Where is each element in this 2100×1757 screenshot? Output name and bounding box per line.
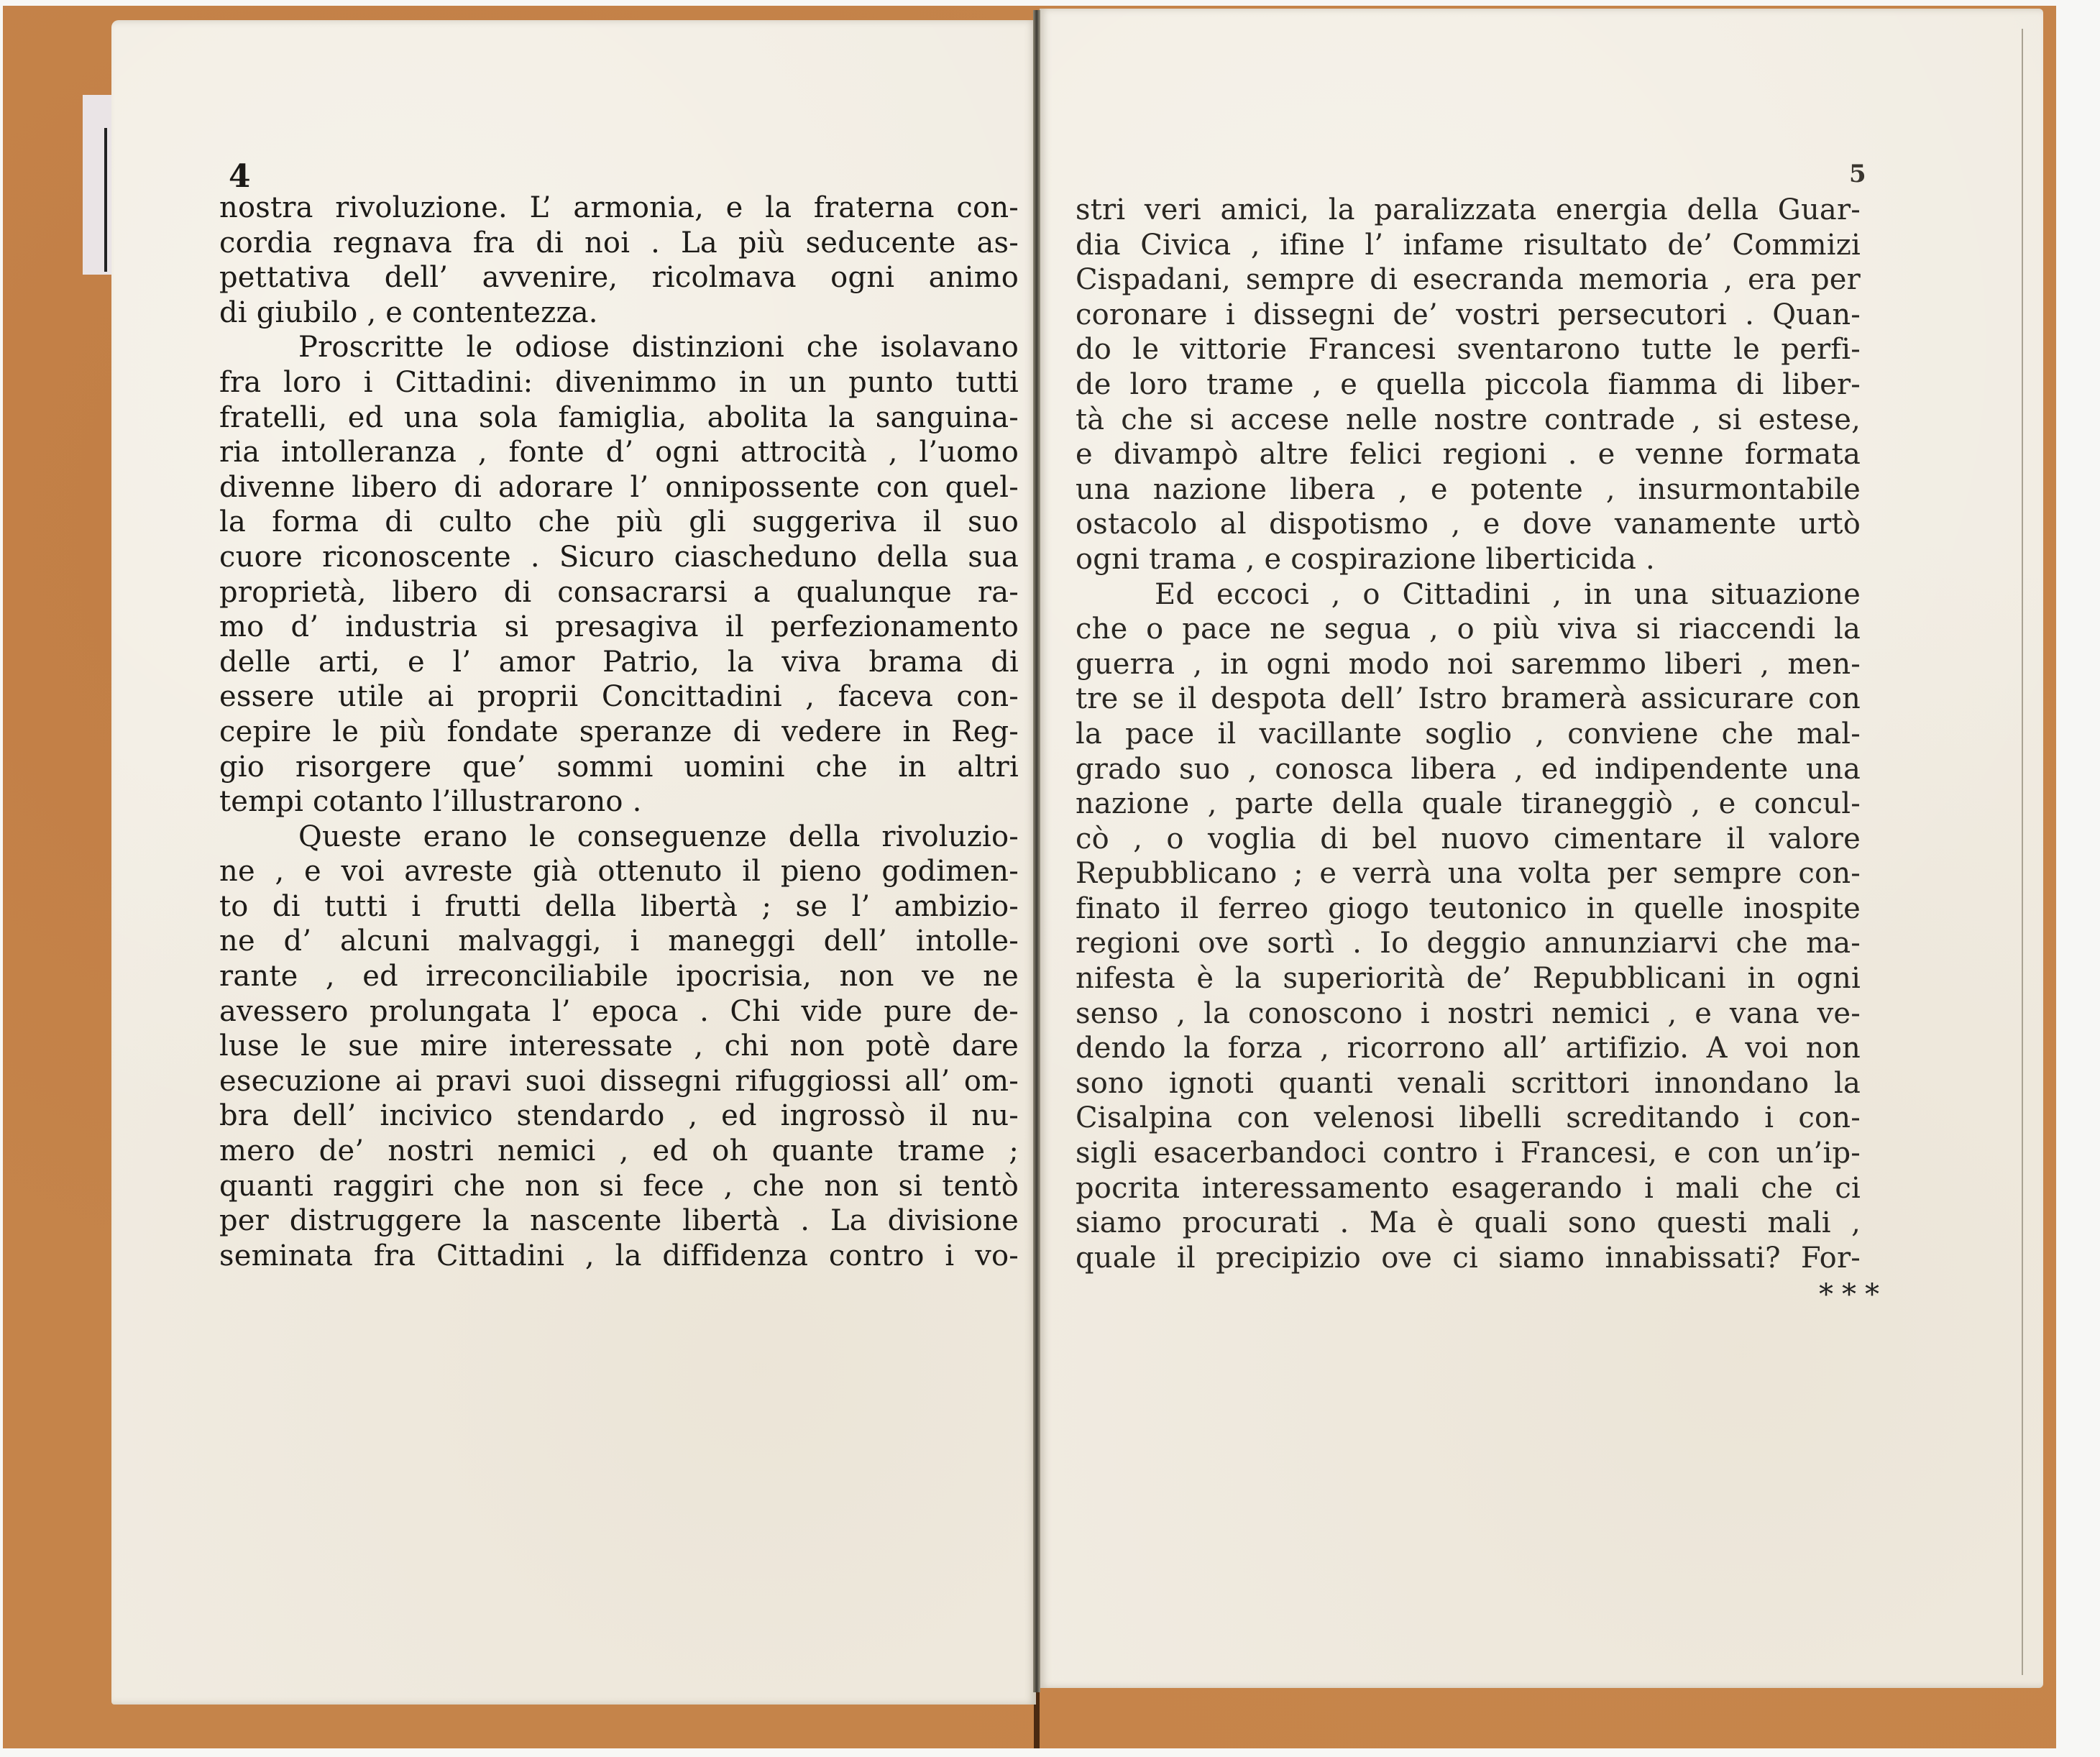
page-edge-fold: [2022, 29, 2023, 1675]
text-line: gio risorgere que’ sommi uomini che in altri: [219, 750, 1019, 784]
text-line: grado suo , conosca libera , ed indipendente una: [1076, 752, 1861, 786]
text-line: Cisalpina con velenosi libelli screditando i con-: [1076, 1101, 1861, 1135]
text-line: mero de’ nostri nemici , ed oh quante trame ;: [219, 1134, 1019, 1168]
text-line: bra dell’ incivico stendardo , ed ingrossò il nu-: [219, 1099, 1019, 1133]
text-line: una nazione libera , e potente , insurmontabile: [1076, 472, 1861, 506]
left-text-column: [219, 191, 1019, 1273]
text-line: Cispadani, sempre di esecranda memoria , era per: [1076, 263, 1861, 297]
page-number-right: 5: [1849, 160, 1866, 188]
text-line: ogni trama , e cospirazione liberticida .: [1076, 542, 1655, 576]
signature-mark: * * *: [1819, 1278, 1881, 1311]
text-line: nostra rivoluzione. L’ armonia, e la fraterna con-: [219, 191, 1019, 224]
text-line: stri veri amici, la paralizzata energia della Guar-: [1076, 193, 1861, 226]
text-line: cuore riconoscente . Sicuro ciascheduno della sua: [219, 540, 1019, 574]
text-line: siamo procurati . Ma è quali sono questi mali ,: [1076, 1206, 1861, 1240]
text-line: dia Civica , ifine l’ infame risultato de’ Commizi: [1076, 228, 1861, 262]
text-line: guerra , in ogni modo noi saremmo liberi , men-: [1076, 647, 1861, 681]
text-line: sono ignoti quanti venali scrittori innondano la: [1076, 1066, 1861, 1100]
book-gutter: [1033, 10, 1040, 1692]
text-line: mo d’ industria si presagiva il perfezionamento: [219, 610, 1019, 644]
text-line: ostacolo al dispotismo , e dove vanamente urtò: [1076, 508, 1861, 541]
text-line: Repubblicano ; e verrà una volta per sempre con-: [1076, 857, 1861, 891]
text-line: la forma di culto che più gli suggeriva il suo: [219, 505, 1019, 539]
text-line: pettativa dell’ avvenire, ricolmava ogni animo: [219, 261, 1019, 295]
text-line: e divampò altre felici regioni . e venne formata: [1076, 438, 1861, 472]
text-line: fratelli, ed una sola famiglia, abolita la sanguina-: [219, 400, 1019, 434]
text-line: dendo la forza , ricorrono all’ artifizio. A voi non: [1076, 1032, 1861, 1065]
text-line: nazione , parte della quale tiraneggiò , e concul-: [1076, 787, 1861, 821]
text-line: seminata fra Cittadini , la diffidenza contro i vo-: [219, 1239, 1019, 1272]
text-line: Proscritte le odiose distinzioni che isolavano: [298, 331, 1019, 364]
slip-rule-line: [104, 128, 107, 272]
text-line: proprietà, libero di consacrarsi a qualunque ra-: [219, 575, 1019, 609]
text-line: Queste erano le conseguenze della rivoluzio-: [298, 820, 1019, 853]
text-line: ne d’ alcuni malvaggi, i maneggi dell’ intolle-: [219, 925, 1019, 958]
text-line: fra loro i Cittadini: divenimmo in un punto tutti: [219, 365, 1019, 399]
text-line: tre se il despota dell’ Istro bramerà assicurare con: [1076, 682, 1861, 716]
text-line: la pace il vacillante soglio , conviene che mal-: [1076, 717, 1861, 751]
text-line: cepire le più fondate speranze di vedere in Reg-: [219, 715, 1019, 748]
text-line: rante , ed irreconciliabile ipocrisia, non ve ne: [219, 960, 1019, 994]
text-line: quale il precipizio ove ci siamo innabissati? For-: [1076, 1241, 1861, 1275]
text-line: di giubilo , e contentezza.: [219, 295, 598, 329]
text-line: tempi cotanto l’illustrarono .: [219, 785, 642, 819]
text-line: tà che si accese nelle nostre contrade , si estese,: [1076, 403, 1861, 436]
text-line: coronare i dissegni de’ vostri persecutori . Quan-: [1076, 298, 1861, 331]
text-line: Ed eccoci , o Cittadini , in una situazione: [1155, 577, 1861, 611]
text-line: cordia regnava fra di noi . La più seducente as-: [219, 226, 1019, 260]
text-line: finato il ferreo giogo teutonico in quelle inospite: [1076, 891, 1861, 925]
text-line: nifesta è la superiorità de’ Repubblicani in ogni: [1076, 962, 1861, 996]
text-line: delle arti, e l’ amor Patrio, la viva brama di: [219, 645, 1019, 679]
text-line: cò , o voglia di bel nuovo cimentare il valore: [1076, 822, 1861, 855]
text-line: pocrita interessamento esagerando i mali che ci: [1076, 1171, 1861, 1205]
text-line: ne , e voi avreste già ottenuto il pieno godimen-: [219, 855, 1019, 889]
text-line: che o pace ne segua , o più viva si riaccendi la: [1076, 613, 1861, 646]
text-line: de loro trame , e quella piccola fiamma di liber-: [1076, 367, 1861, 401]
text-line: esecuzione ai pravi suoi dissegni rifuggiossi all’ om-: [219, 1064, 1019, 1098]
text-line: quanti raggiri che non si fece , che non si tentò: [219, 1169, 1019, 1203]
right-text-column: [1076, 193, 1861, 1275]
text-line: avessero prolungata l’ epoca . Chi vide pure de-: [219, 994, 1019, 1028]
page-number-left: 4: [229, 158, 251, 195]
text-line: ria intolleranza , fonte d’ ogni attrocità , l’uomo: [219, 436, 1019, 469]
text-line: sigli esacerbandoci contro i Francesi, e con un’ip-: [1076, 1137, 1861, 1170]
text-line: do le vittorie Francesi sventarono tutte le perfi-: [1076, 333, 1861, 367]
text-line: per distruggere la nascente libertà . La divisione: [219, 1204, 1019, 1238]
text-line: senso , la conoscono i nostri nemici , e vana ve-: [1076, 996, 1861, 1030]
text-line: to di tutti i frutti della libertà ; se l’ ambizio-: [219, 889, 1019, 923]
text-line: essere utile ai proprii Concittadini , faceva con-: [219, 680, 1019, 714]
text-line: divenne libero di adorare l’ onnipossente con quel-: [219, 470, 1019, 504]
text-line: luse le sue mire interessate , chi non potè dare: [219, 1029, 1019, 1063]
text-line: regioni ove sortì . Io deggio annunziarvi che ma-: [1076, 927, 1861, 960]
